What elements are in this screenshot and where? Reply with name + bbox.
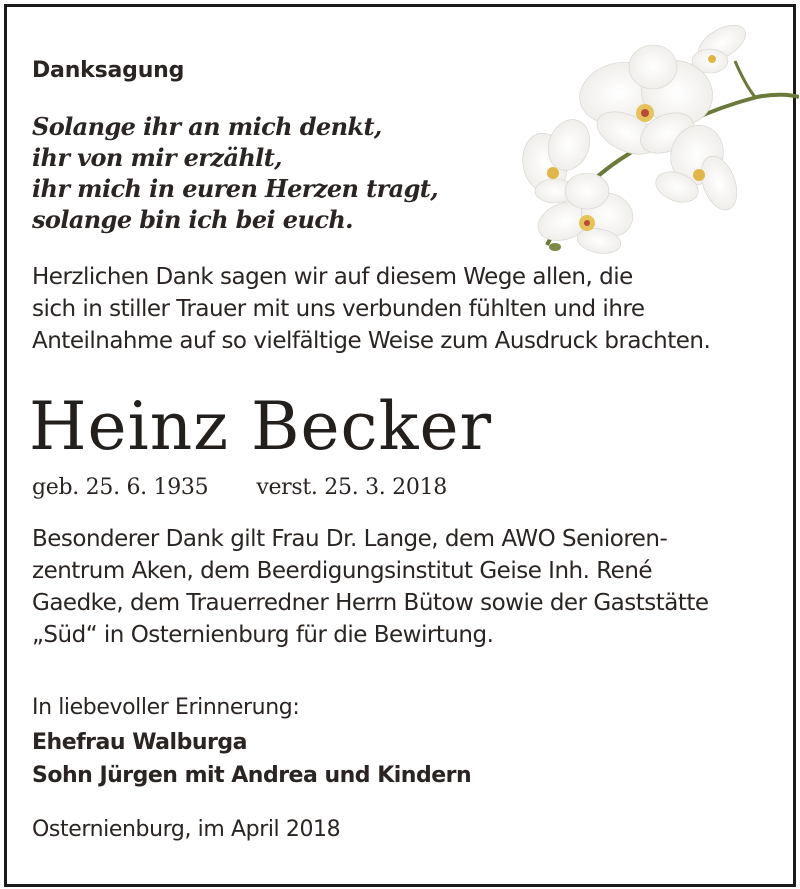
mourner: Ehefrau Walburga [32, 730, 247, 755]
poem [32, 111, 438, 235]
heading: Danksagung [32, 58, 185, 83]
poem-line: ihr mich in euren Herzen tragt, [32, 174, 439, 203]
thanks-line: Anteilnahme auf so vielfältige Weise zum Ausdruck brachten. [32, 328, 711, 354]
thanks-paragraph [32, 261, 710, 357]
special-thanks-line: Besonderer Dank gilt Frau Dr. Lange, dem AWO Senioren- [32, 526, 668, 552]
death-date: verst. 25. 3. 2018 [256, 475, 447, 500]
thanks-line: sich in stiller Trauer mit uns verbunden fühlten und ihre [32, 296, 645, 322]
special-thanks-line: Gaedke, dem Trauerredner Herrn Bütow sowie der Gaststätte [32, 590, 709, 616]
mourner: Sohn Jürgen mit Andrea und Kindern [32, 763, 472, 788]
special-thanks-paragraph [32, 523, 709, 651]
special-thanks-line: „Süd“ in Osternienburg für die Bewirtung. [32, 622, 494, 648]
poem-line: solange bin ich bei euch. [32, 205, 353, 234]
poem-line: Solange ihr an mich denkt, [32, 112, 382, 141]
life-dates [32, 475, 447, 500]
orchid-image [507, 15, 799, 257]
obituary-frame [4, 4, 796, 887]
deceased-name: Heinz Becker [29, 388, 493, 465]
thanks-line: Herzlichen Dank sagen wir auf diesem Wege allen, die [32, 264, 633, 290]
memory-label: In liebevoller Erinnerung: [32, 695, 300, 720]
poem-line: ihr von mir erzählt, [32, 143, 282, 172]
place-date: Osternienburg, im April 2018 [32, 817, 341, 842]
special-thanks-line: zentrum Aken, dem Beerdigungsinstitut Geise Inh. René [32, 558, 653, 584]
birth-date: geb. 25. 6. 1935 [32, 475, 209, 500]
